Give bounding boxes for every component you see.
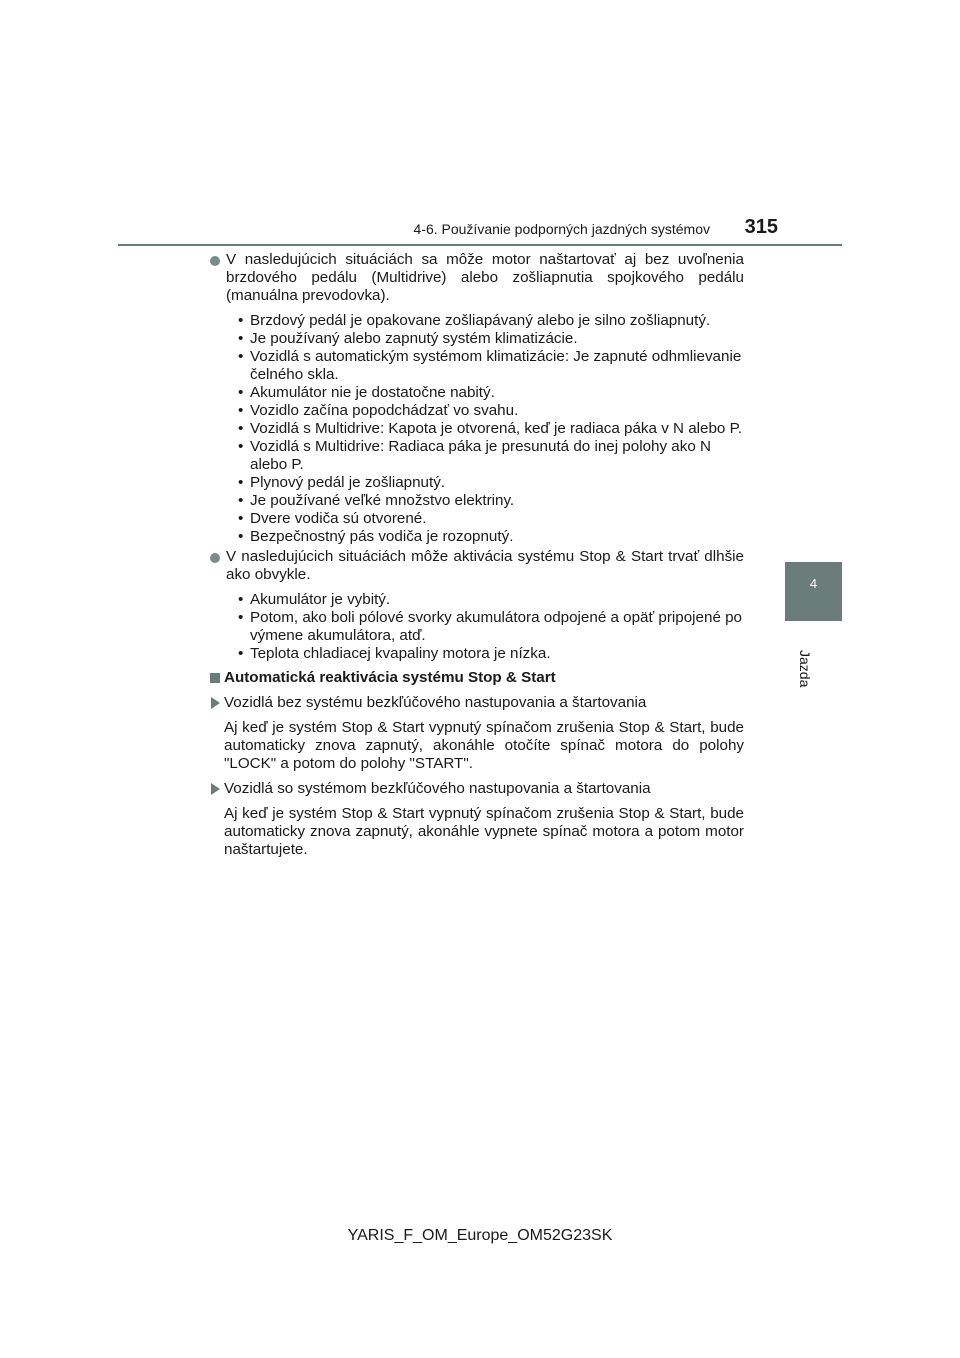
page-number: 315 — [744, 216, 778, 238]
list-item: • Akumulátor je vybitý. — [238, 591, 744, 609]
arrow-item — [224, 780, 744, 798]
sub-list — [224, 591, 744, 663]
list-item: • Brzdový pedál je opakovane zošliapávaný alebo je silno zošliapnutý. — [238, 312, 744, 330]
bullet-paragraph — [224, 251, 744, 305]
list-item: • Teplota chladiacej kvapaliny motora je nízka. — [238, 645, 744, 663]
arrow-item — [224, 694, 744, 712]
sub-list — [224, 312, 744, 546]
square-bullet-icon — [210, 673, 220, 683]
bullet-paragraph — [224, 548, 744, 584]
header-divider — [118, 244, 842, 246]
list-item: • Je používané veľké množstvo elektriny. — [238, 492, 744, 510]
paragraph: Aj keď je systém Stop & Start vypnutý spínačom zrušenia Stop & Start, bude automaticky znova zapnutý, akonáhle vypnete spínač motora a potom motor naštartujete. — [224, 805, 744, 858]
section-heading — [224, 669, 744, 687]
list-item: • Potom, ako boli pólové svorky akumulátora odpojené a opäť pripojené po výmene akumulátora, atď. — [238, 609, 744, 645]
chapter-number: 4 — [809, 576, 818, 591]
triangle-arrow-icon — [211, 697, 220, 709]
section-title: 4-6. Používanie podporných jazdných systémov — [413, 221, 710, 237]
list-item: • Vozidlo začína popodchádzať vo svahu. — [238, 402, 744, 420]
list-item: • Plynový pedál je zošliapnutý. — [238, 474, 744, 492]
page-content — [224, 251, 744, 866]
footer-document-id: YARIS_F_OM_Europe_OM52G23SK — [347, 1227, 613, 1244]
chapter-label: Jazda — [797, 650, 813, 688]
bullet-text: V nasledujúcich situáciách sa môže motor naštartovať aj bez uvoľnenia brzdového pedálu (Multidrive) alebo zošliapnutia spojkového pedálu (manuálna prevodovka). — [226, 251, 744, 304]
circle-bullet-icon — [210, 256, 220, 266]
list-item: • Bezpečnostný pás vodiča je rozopnutý. — [238, 528, 744, 546]
list-item: • Dvere vodiča sú otvorené. — [238, 510, 744, 528]
list-item: • Vozidlá s Multidrive: Kapota je otvorená, keď je radiaca páka v N alebo P. — [238, 420, 744, 438]
circle-bullet-icon — [210, 553, 220, 563]
list-item: • Je používaný alebo zapnutý systém klimatizácie. — [238, 330, 744, 348]
triangle-arrow-icon — [211, 783, 220, 795]
arrow-title: Vozidlá bez systému bezkľúčového nastupovania a štartovania — [224, 694, 647, 711]
bullet-text: V nasledujúcich situáciách môže aktivácia systému Stop & Start trvať dlhšie ako obvykle. — [226, 548, 744, 583]
list-item: • Akumulátor nie je dostatočne nabitý. — [238, 384, 744, 402]
chapter-tab — [785, 562, 842, 621]
paragraph: Aj keď je systém Stop & Start vypnutý spínačom zrušenia Stop & Start, bude automaticky znova zapnutý, akonáhle otočíte spínač motora do polohy "LOCK" a potom do polohy "START". — [224, 719, 744, 772]
arrow-title: Vozidlá so systémom bezkľúčového nastupovania a štartovania — [224, 780, 651, 797]
list-item: • Vozidlá s Multidrive: Radiaca páka je presunutá do inej polohy ako N alebo P. — [238, 438, 744, 474]
list-item: • Vozidlá s automatickým systémom klimatizácie: Je zapnuté odhmlievanie čelného skla. — [238, 348, 744, 384]
heading-text: Automatická reaktivácia systému Stop & Start — [224, 669, 556, 686]
